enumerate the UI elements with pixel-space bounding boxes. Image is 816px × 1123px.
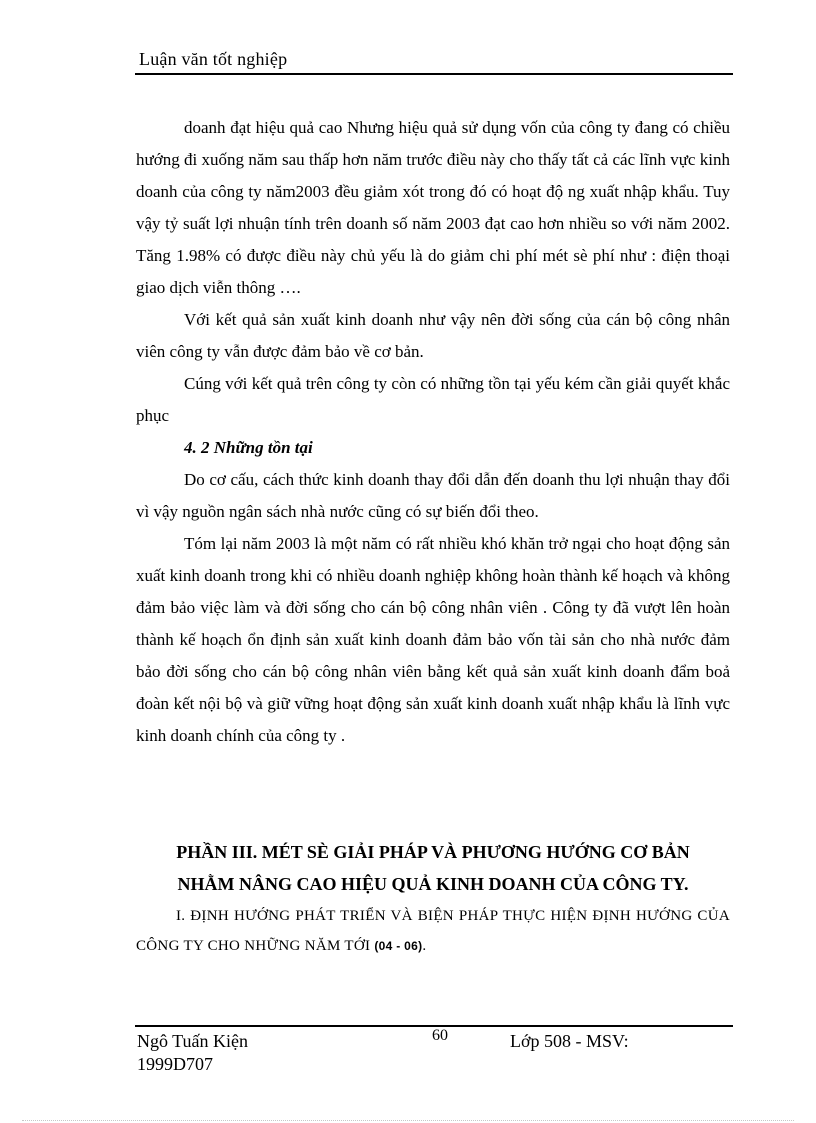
part-heading-line: NHẰM NÂNG CAO HIỆU QUẢ KINH DOANH CỦA CÔNG TY. — [177, 874, 689, 894]
header-title: Luận văn tốt nghiệp — [139, 49, 288, 69]
class-label: Lớp 508 - MSV: — [510, 1031, 629, 1051]
section-heading-end: . — [422, 938, 427, 954]
paragraph: Cúng với kết quả trên công ty còn có những tồn tại yếu kém cần giải quyết khắc phục — [136, 374, 730, 425]
paragraph: Do cơ cấu, cách thức kinh doanh thay đổi dẫn đến doanh thu lợi nhuận thay đổi vì vậy nguồn ngân sách nhà nước cũng có sự biến đổi theo. — [136, 470, 730, 521]
subsection-heading: 4. 2 Những tồn tại — [184, 438, 313, 457]
section-heading-text: I. ĐỊNH HƯỚNG PHÁT TRIỂN VÀ BIỆN PHÁP THỰC HIỆN ĐỊNH HƯỚNG CỦA CÔNG TY CHO NHỮNG NĂM TỚI — [136, 908, 730, 954]
header-rule — [135, 73, 733, 75]
page-bottom-border — [22, 1120, 794, 1121]
paragraph: doanh đạt hiệu quả cao Nhưng hiệu quả sử dụng vốn của công ty đang có chiều hướng đi xuống năm sau thấp hơn năm trước điều này cho thấy tất cả các lĩnh vực kinh doanh của công ty năm2003 đều giảm xót trong đó có hoạt độ ng xuất nhập khẩu. Tuy vậy tỷ suất lợi nhuận tính trên doanh số năm 2003 đạt cao hơn nhiều so với năm 2002. Tăng 1.98% có được điều này chủ yếu là do giảm chi phí mét sè phí như : điện thoại giao dịch viễn thông …. — [136, 118, 730, 297]
author-id: 1999D707 — [137, 1054, 213, 1074]
page-number: 60 — [432, 1027, 448, 1044]
paragraph: Tóm lại năm 2003 là một năm có rất nhiều khó khăn trở ngại cho hoạt động sản xuất kinh doanh trong khi có nhiều doanh nghiệp không hoàn thành kế hoạch và không đảm bảo việc làm và đời sống cho cán bộ công nhân viên . Công ty đã vượt lên hoàn thành kế hoạch ổn định sản xuất kinh doanh đảm bảo vốn tài sản cho nhà nước đảm bảo đời sống cho cán bộ công nhân viên bằng kết quả sản xuất kinh doanh đẩm boả đoàn kết nội bộ và giữ vững hoạt động sản xuất kinh doanh xuất nhập khẩu là lĩnh vực kinh doanh chính của công ty . — [136, 534, 730, 745]
section-heading — [136, 901, 730, 961]
document-body — [136, 112, 730, 752]
footer-author — [137, 1030, 248, 1076]
section-heading-years: (04 - 06) — [374, 939, 423, 953]
part-heading — [136, 836, 730, 900]
author-name: Ngô Tuấn Kiện — [137, 1031, 249, 1051]
paragraph: Với kết quả sản xuất kinh doanh như vậy nên đời sống của cán bộ công nhân viên công ty vẫn được đảm bảo về cơ bản. — [136, 310, 730, 361]
part-heading-line: PHẦN III. MÉT SÈ GIẢI PHÁP VÀ PHƯƠNG HƯỚNG CƠ BẢN — [176, 842, 690, 862]
